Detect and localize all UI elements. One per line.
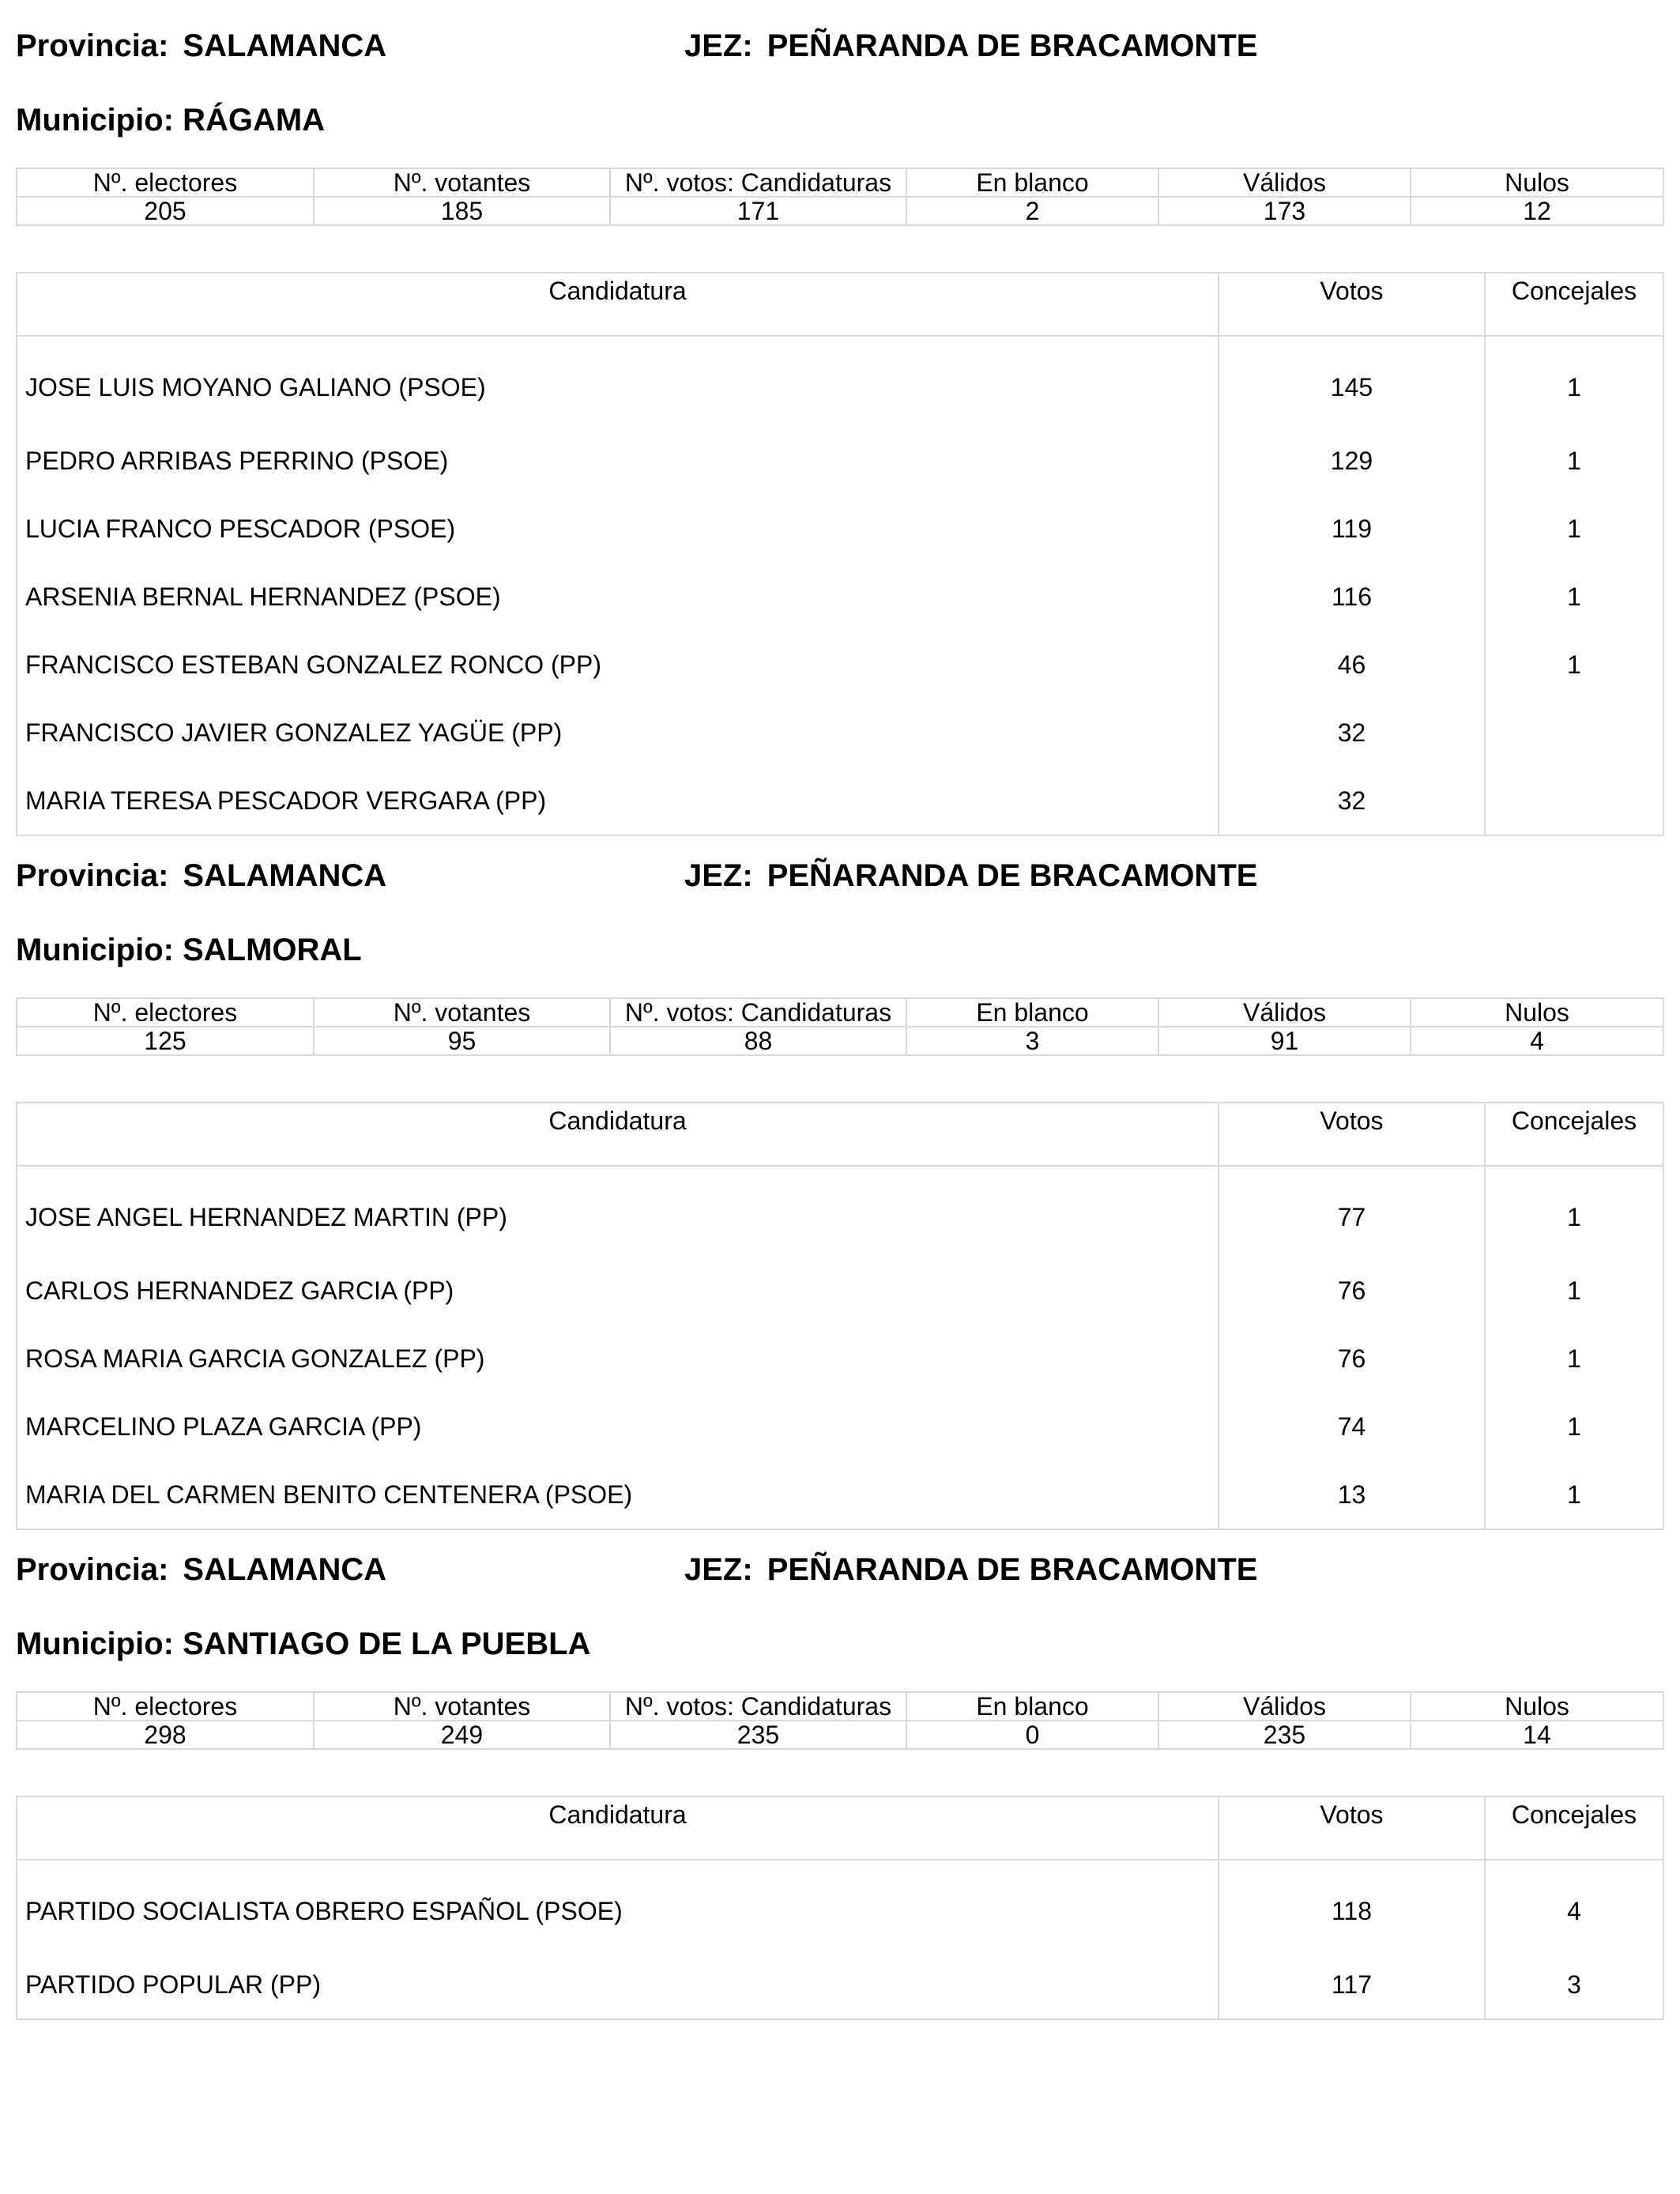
- municipio-line: [16, 1628, 590, 1660]
- stats-header-row: [17, 998, 1663, 1027]
- stats-header-electores: Nº. electores: [17, 1692, 314, 1721]
- table-row: [17, 427, 1663, 495]
- municipio-label: Municipio:: [16, 1627, 174, 1661]
- table-row: [17, 699, 1663, 767]
- candidate-name: MARIA DEL CARMEN BENITO CENTENERA (PSOE): [17, 1461, 1219, 1529]
- stats-nulos: 14: [1411, 1721, 1663, 1749]
- stats-value-row: [17, 1027, 1663, 1055]
- candidate-name: MARIA TERESA PESCADOR VERGARA (PP): [17, 767, 1219, 835]
- candidate-concejales: 1: [1485, 1461, 1663, 1529]
- provincia-label: Provincia:: [16, 1552, 169, 1587]
- stats-header-electores: Nº. electores: [17, 168, 314, 197]
- candidates-header-row: [17, 1103, 1663, 1166]
- stats-table: [16, 1691, 1664, 1750]
- stats-header-validos: Válidos: [1158, 1692, 1411, 1721]
- jez-value: PEÑARANDA DE BRACAMONTE: [767, 28, 1258, 63]
- header-votos: Votos: [1219, 1796, 1485, 1860]
- stats-header-validos: Válidos: [1158, 998, 1411, 1027]
- candidate-votos: 46: [1219, 631, 1485, 699]
- stats-header-electores: Nº. electores: [17, 998, 314, 1027]
- municipio-value: SANTIAGO DE LA PUEBLA: [183, 1627, 591, 1661]
- stats-validos: 235: [1158, 1721, 1411, 1749]
- candidate-concejales: 1: [1485, 563, 1663, 631]
- stats-header-nulos: Nulos: [1411, 1692, 1663, 1721]
- stats-en-blanco: 3: [906, 1027, 1158, 1055]
- header-concejales: Concejales: [1485, 273, 1663, 336]
- candidate-name: LUCIA FRANCO PESCADOR (PSOE): [17, 495, 1219, 563]
- stats-header-votos-candidaturas: Nº. votos: Candidaturas: [610, 998, 906, 1027]
- candidate-name: PARTIDO POPULAR (PP): [17, 1951, 1219, 2019]
- stats-value-row: [17, 197, 1663, 225]
- provincia-line: [16, 860, 386, 892]
- stats-header-en-blanco: En blanco: [906, 1692, 1158, 1721]
- candidate-concejales: 1: [1485, 1166, 1663, 1257]
- stats-votantes: 185: [314, 197, 610, 225]
- municipio-label: Municipio:: [16, 933, 174, 967]
- candidate-votos: 76: [1219, 1325, 1485, 1393]
- candidate-name: ROSA MARIA GARCIA GONZALEZ (PP): [17, 1325, 1219, 1393]
- stats-table: [16, 168, 1664, 226]
- candidate-votos: 76: [1219, 1257, 1485, 1325]
- stats-validos: 91: [1158, 1027, 1411, 1055]
- table-row: [17, 1166, 1663, 1257]
- provincia-value: SALAMANCA: [183, 1552, 387, 1587]
- jez-label: JEZ:: [684, 1552, 753, 1587]
- candidates-table: [16, 1102, 1664, 1530]
- candidate-votos: 118: [1219, 1860, 1485, 1951]
- candidate-name: ARSENIA BERNAL HERNANDEZ (PSOE): [17, 563, 1219, 631]
- table-row: [17, 767, 1663, 835]
- header-concejales: Concejales: [1485, 1796, 1663, 1860]
- stats-header-en-blanco: En blanco: [906, 168, 1158, 197]
- candidate-concejales: 1: [1485, 427, 1663, 495]
- header-concejales: Concejales: [1485, 1103, 1663, 1166]
- candidates-table: [16, 272, 1664, 836]
- stats-en-blanco: 2: [906, 197, 1158, 225]
- candidate-votos: 32: [1219, 699, 1485, 767]
- candidate-votos: 77: [1219, 1166, 1485, 1257]
- candidate-votos: 129: [1219, 427, 1485, 495]
- candidates-header-row: [17, 1796, 1663, 1860]
- candidate-concejales: [1485, 767, 1663, 835]
- municipio-line: [16, 934, 362, 966]
- stats-header-votantes: Nº. votantes: [314, 1692, 610, 1721]
- provincia-value: SALAMANCA: [183, 28, 387, 63]
- table-row: [17, 1393, 1663, 1461]
- stats-votos-candidaturas: 171: [610, 197, 906, 225]
- candidates-table: [16, 1796, 1664, 2020]
- stats-header-row: [17, 168, 1663, 197]
- municipio-value: SALMORAL: [183, 933, 362, 967]
- candidate-concejales: [1485, 699, 1663, 767]
- jez-value: PEÑARANDA DE BRACAMONTE: [767, 1552, 1258, 1587]
- candidate-name: FRANCISCO JAVIER GONZALEZ YAGÜE (PP): [17, 699, 1219, 767]
- municipio-value: RÁGAMA: [183, 103, 326, 138]
- stats-votos-candidaturas: 88: [610, 1027, 906, 1055]
- table-row: [17, 631, 1663, 699]
- candidate-votos: 32: [1219, 767, 1485, 835]
- stats-header-en-blanco: En blanco: [906, 998, 1158, 1027]
- stats-en-blanco: 0: [906, 1721, 1158, 1749]
- jez-value: PEÑARANDA DE BRACAMONTE: [767, 858, 1258, 893]
- candidate-name: JOSE LUIS MOYANO GALIANO (PSOE): [17, 336, 1219, 427]
- jez-label: JEZ:: [684, 28, 753, 63]
- table-row: [17, 1325, 1663, 1393]
- stats-votos-candidaturas: 235: [610, 1721, 906, 1749]
- candidate-votos: 13: [1219, 1461, 1485, 1529]
- stats-header-nulos: Nulos: [1411, 998, 1663, 1027]
- candidates-header-row: [17, 273, 1663, 336]
- header-candidatura: Candidatura: [17, 1103, 1219, 1166]
- stats-electores: 205: [17, 197, 314, 225]
- stats-votantes: 95: [314, 1027, 610, 1055]
- stats-electores: 298: [17, 1721, 314, 1749]
- header-candidatura: Candidatura: [17, 1796, 1219, 1860]
- stats-nulos: 4: [1411, 1027, 1663, 1055]
- stats-header-row: [17, 1692, 1663, 1721]
- candidate-concejales: 1: [1485, 631, 1663, 699]
- candidate-concejales: 1: [1485, 1257, 1663, 1325]
- candidate-concejales: 1: [1485, 1325, 1663, 1393]
- candidate-concejales: 3: [1485, 1951, 1663, 2019]
- header-votos: Votos: [1219, 273, 1485, 336]
- candidate-concejales: 4: [1485, 1860, 1663, 1951]
- candidate-votos: 116: [1219, 563, 1485, 631]
- provincia-label: Provincia:: [16, 28, 169, 63]
- candidate-votos: 119: [1219, 495, 1485, 563]
- candidate-votos: 145: [1219, 336, 1485, 427]
- stats-header-nulos: Nulos: [1411, 168, 1663, 197]
- table-row: [17, 1860, 1663, 1951]
- municipio-line: [16, 104, 325, 136]
- stats-votantes: 249: [314, 1721, 610, 1749]
- stats-header-validos: Válidos: [1158, 168, 1411, 197]
- candidate-name: MARCELINO PLAZA GARCIA (PP): [17, 1393, 1219, 1461]
- stats-validos: 173: [1158, 197, 1411, 225]
- stats-electores: 125: [17, 1027, 314, 1055]
- table-row: [17, 1461, 1663, 1529]
- stats-header-votantes: Nº. votantes: [314, 168, 610, 197]
- candidate-concejales: 1: [1485, 336, 1663, 427]
- jez-label: JEZ:: [684, 858, 753, 893]
- stats-table: [16, 997, 1664, 1056]
- table-row: [17, 336, 1663, 427]
- candidate-name: PEDRO ARRIBAS PERRINO (PSOE): [17, 427, 1219, 495]
- provincia-line: [16, 30, 386, 62]
- candidate-name: JOSE ANGEL HERNANDEZ MARTIN (PP): [17, 1166, 1219, 1257]
- table-row: [17, 563, 1663, 631]
- provincia-value: SALAMANCA: [183, 858, 387, 893]
- candidate-name: FRANCISCO ESTEBAN GONZALEZ RONCO (PP): [17, 631, 1219, 699]
- candidate-concejales: 1: [1485, 1393, 1663, 1461]
- candidate-name: PARTIDO SOCIALISTA OBRERO ESPAÑOL (PSOE): [17, 1860, 1219, 1951]
- jez-line: [684, 860, 1257, 892]
- stats-value-row: [17, 1721, 1663, 1749]
- stats-nulos: 12: [1411, 197, 1663, 225]
- provincia-label: Provincia:: [16, 858, 169, 893]
- jez-line: [684, 1554, 1257, 1585]
- municipio-label: Municipio:: [16, 103, 174, 138]
- candidate-name: CARLOS HERNANDEZ GARCIA (PP): [17, 1257, 1219, 1325]
- header-candidatura: Candidatura: [17, 273, 1219, 336]
- provincia-line: [16, 1554, 386, 1585]
- table-row: [17, 495, 1663, 563]
- stats-header-votantes: Nº. votantes: [314, 998, 610, 1027]
- stats-header-votos-candidaturas: Nº. votos: Candidaturas: [610, 168, 906, 197]
- header-votos: Votos: [1219, 1103, 1485, 1166]
- jez-line: [684, 30, 1257, 62]
- candidate-concejales: 1: [1485, 495, 1663, 563]
- stats-header-votos-candidaturas: Nº. votos: Candidaturas: [610, 1692, 906, 1721]
- table-row: [17, 1951, 1663, 2019]
- candidate-votos: 117: [1219, 1951, 1485, 2019]
- table-row: [17, 1257, 1663, 1325]
- candidate-votos: 74: [1219, 1393, 1485, 1461]
